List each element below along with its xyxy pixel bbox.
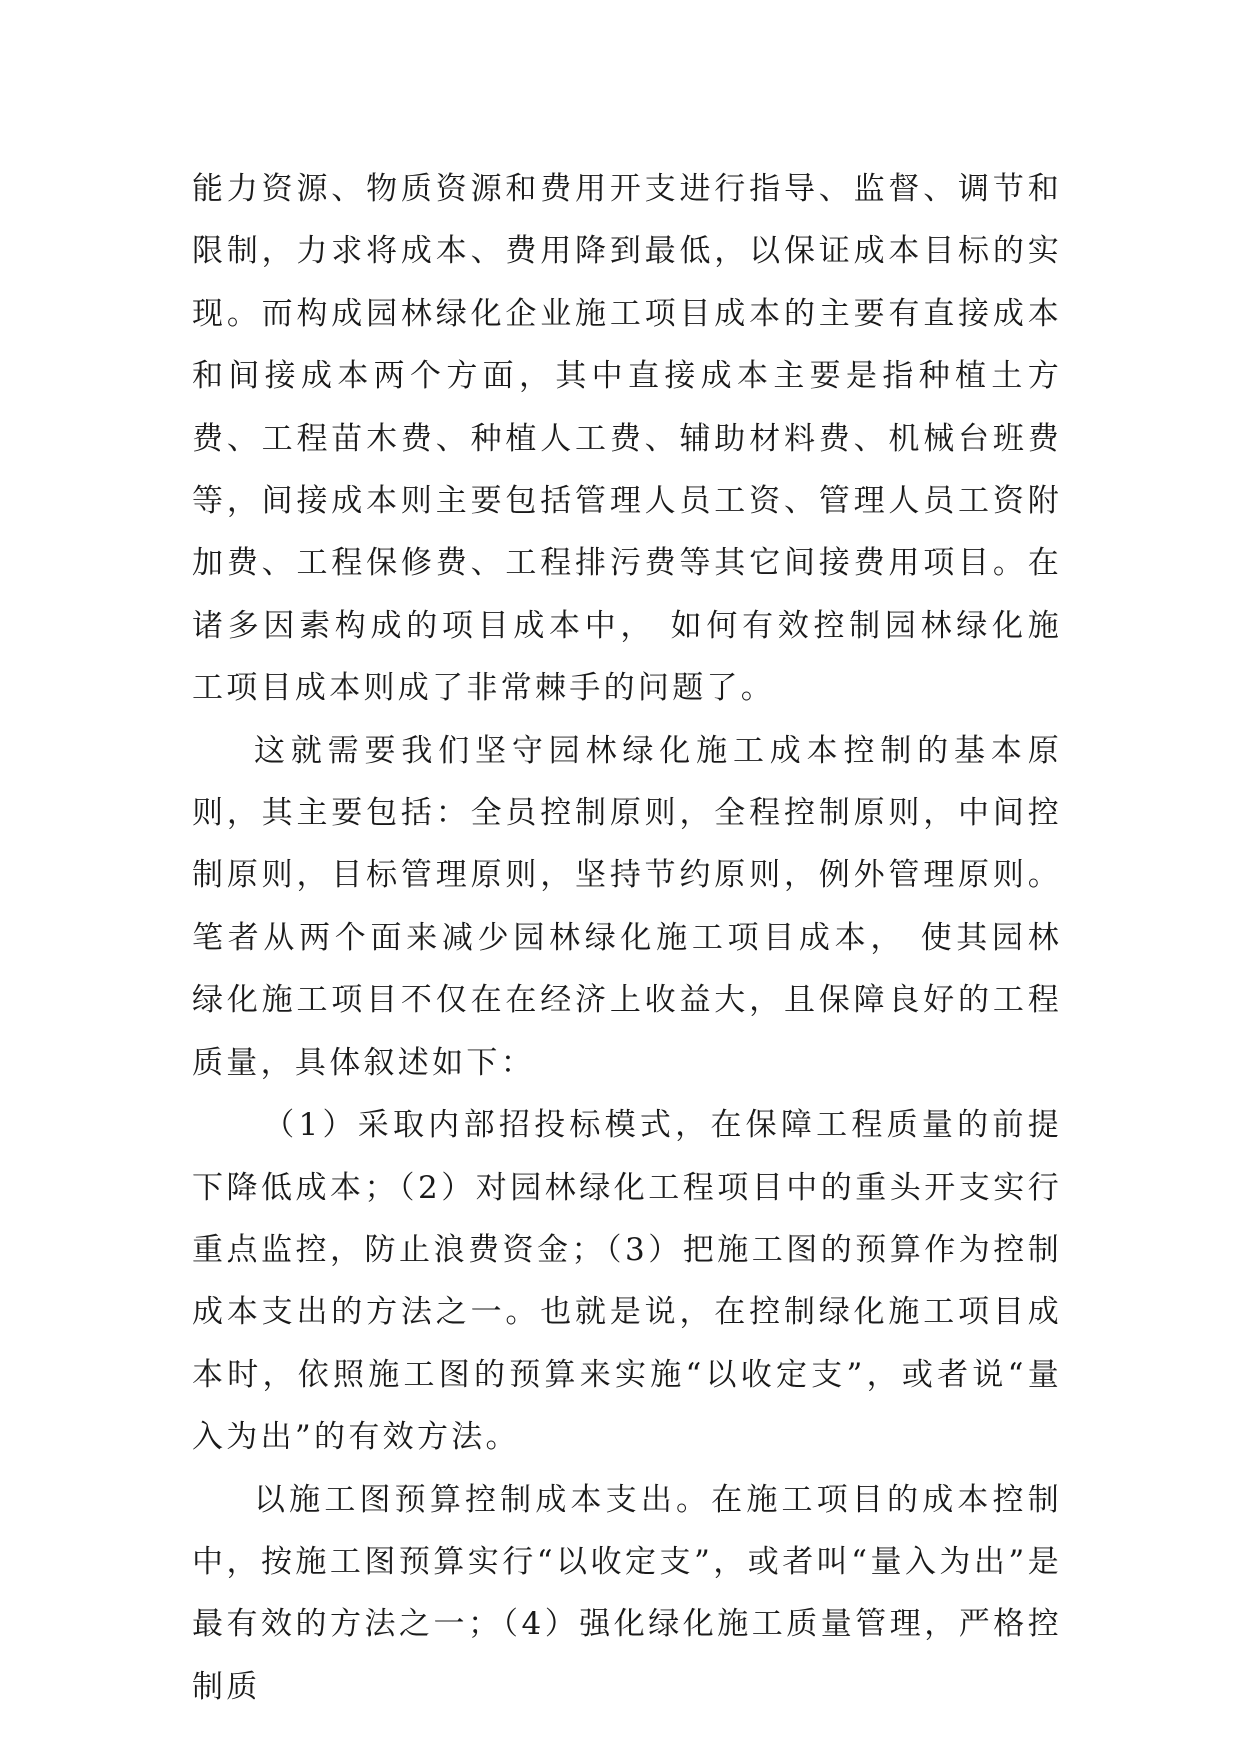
document-body — [192, 158, 1062, 1718]
paragraph-cost-measures: （1）采取内部招投标模式，在保障工程质量的前提下降低成本；（2）对园林绿化工程项目中的重头开支实行重点监控，防止浪费资金；（3）把施工图的预算作为控制成本支出的方法之一。也就是说，在控制绿化施工项目成本时，依照施工图的预算来实施“以收定支”，或者说“量入为出”的有效方法。 — [192, 1107, 1062, 1456]
paragraph-cost-composition: 能力资源、物质资源和费用开支进行指导、监督、调节和限制，力求将成本、费用降到最低，以保证成本目标的实现。而构成园林绿化企业施工项目成本的主要有直接成本和间接成本两个方面，其中直接成本主要是指种植土方费、工程苗木费、种植人工费、辅助材料费、机械台班费等，间接成本则主要包括管理人员工资、管理人员工资附加费、工程保修费、工程排污费等其它间接费用项目。在诸多因素构成的项目成本中， 如何有效控制园林绿化施工项目成本则成了非常棘手的问题了。 — [192, 171, 1062, 707]
paragraph-budget-control: 以施工图预算控制成本支出。在施工项目的成本控制中，按施工图预算实行“以收定支”，或者叫“量入为出”是最有效的方法之一；（4）强化绿化施工质量管理，严格控制质 — [192, 1481, 1062, 1705]
paragraph-control-principles: 这就需要我们坚守园林绿化施工成本控制的基本原则，其主要包括：全员控制原则，全程控制原则，中间控制原则，目标管理原则，坚持节约原则，例外管理原则。笔者从两个面来减少园林绿化施工项目成本， 使其园林绿化施工项目不仅在在经济上收益大，且保障良好的工程质量，具体叙述如下： — [192, 732, 1062, 1081]
